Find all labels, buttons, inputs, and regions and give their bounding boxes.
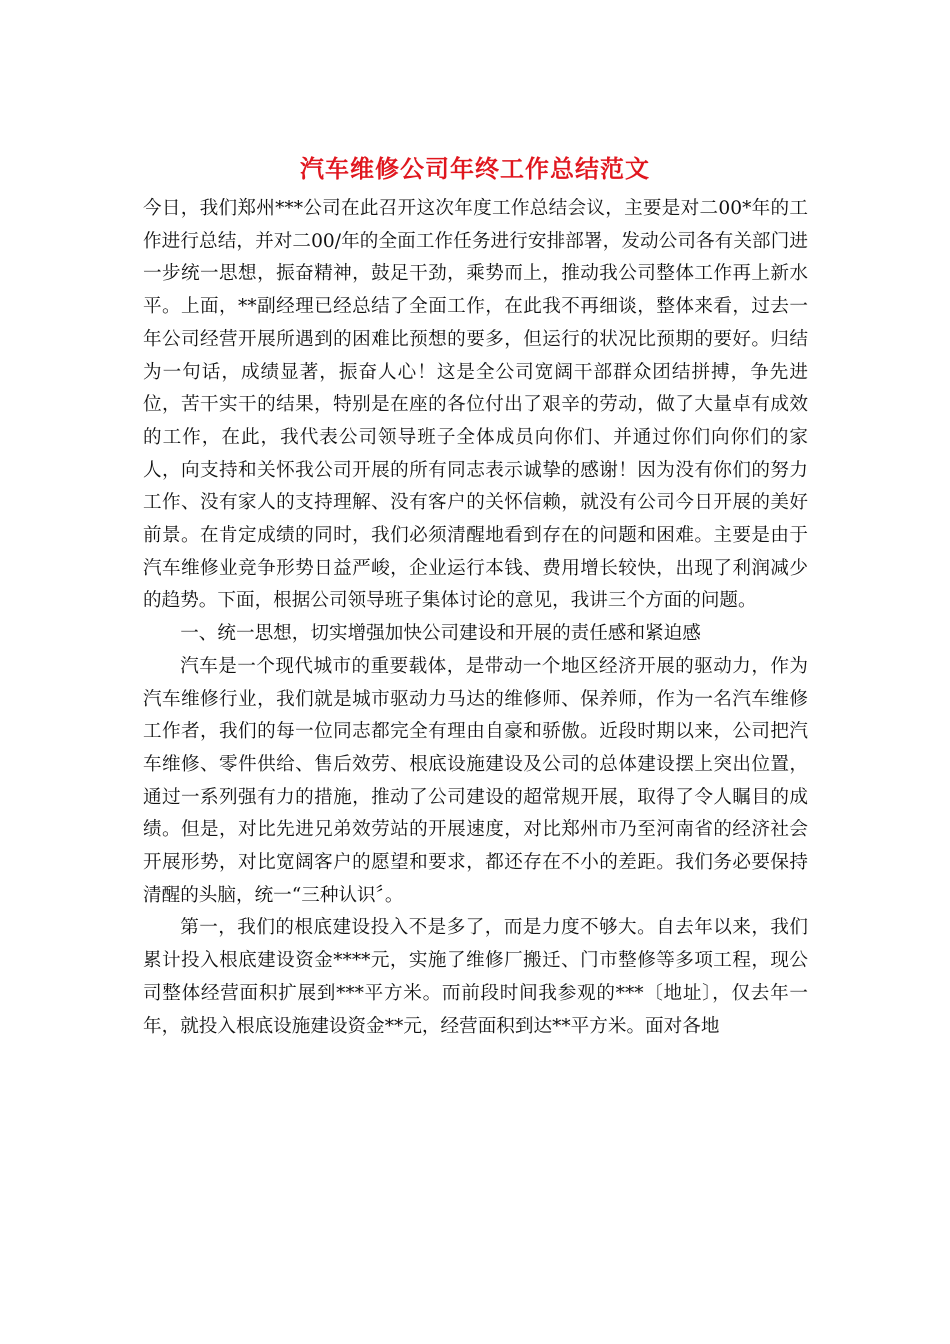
document-title: 汽车维修公司年终工作总结范文	[300, 154, 650, 183]
document-body	[143, 193, 808, 1043]
paragraph-first-point: 第一，我们的根底建设投入不是多了，而是力度不够大。自去年以来，我们累计投入根底建设资金****元，实施了维修厂搬迁、门市整修等多项工程，现公司整体经营面积扩展到***平方米。而前段时间我参观的***〔地址〕，仅去年一年，就投入根底设施建设资金**元，经营面积到达**平方米。面对各地	[143, 917, 808, 1037]
paragraph-intro: 今日，我们郑州***公司在此召开这次年度工作总结会议，主要是对二00*年的工作进行总结，并对二00/年的全面工作任务进行安排部署，发动公司各有关部门进一步统一思想，振奋精神，鼓足干劲，乘势而上，推动我公司整体工作再上新水平。上面，**副经理已经总结了全面工作，在此我不再细谈，整体来看，过去一年公司经营开展所遇到的困难比预想的要多，但运行的状况比预期的要好。归结为一句话，成绩显著，振奋人心！这是全公司宽阔干部群众团结拼搏，争先进位，苦干实干的结果，特别是在座的各位付出了艰辛的劳动，做了大量卓有成效的工作，在此，我代表公司领导班子全体成员向你们、并通过你们向你们的家人，向支持和关怀我公司开展的所有同志表示诚挚的感谢！因为没有你们的努力工作、没有家人的支持理解、没有客户的关怀信赖，就没有公司今日开展的美好前景。在肯定成绩的同时，我们必须清醒地看到存在的问题和困难。主要是由于汽车维修业竞争形势日益严峻，企业运行本钱、费用增长较快，出现了利润减少的趋势。下面，根据公司领导班子集体讨论的意见，我讲三个方面的问题。	[143, 198, 808, 612]
section-heading-1: 一、统一思想，切实增强加快公司建设和开展的责任感和紧迫感	[180, 623, 701, 645]
paragraph-section-1: 汽车是一个现代城市的重要载体，是带动一个地区经济开展的驱动力，作为汽车维修行业，我们就是城市驱动力马达的维修师、保养师，作为一名汽车维修工作者，我们的每一位同志都完全有理由自豪和骄傲。近段时期以来，公司把汽车维修、零件供给、售后效劳、根底设施建设及公司的总体建设摆上突出位置，通过一系列强有力的措施，推动了公司建设的超常规开展，取得了令人瞩目的成绩。但是，对比先进兄弟效劳站的开展速度，对比郑州市乃至河南省的经济社会开展形势，对比宽阔客户的愿望和要求，都还存在不小的差距。我们务必要保持清醒的头脑，统一“三种认识〞。	[143, 655, 808, 906]
